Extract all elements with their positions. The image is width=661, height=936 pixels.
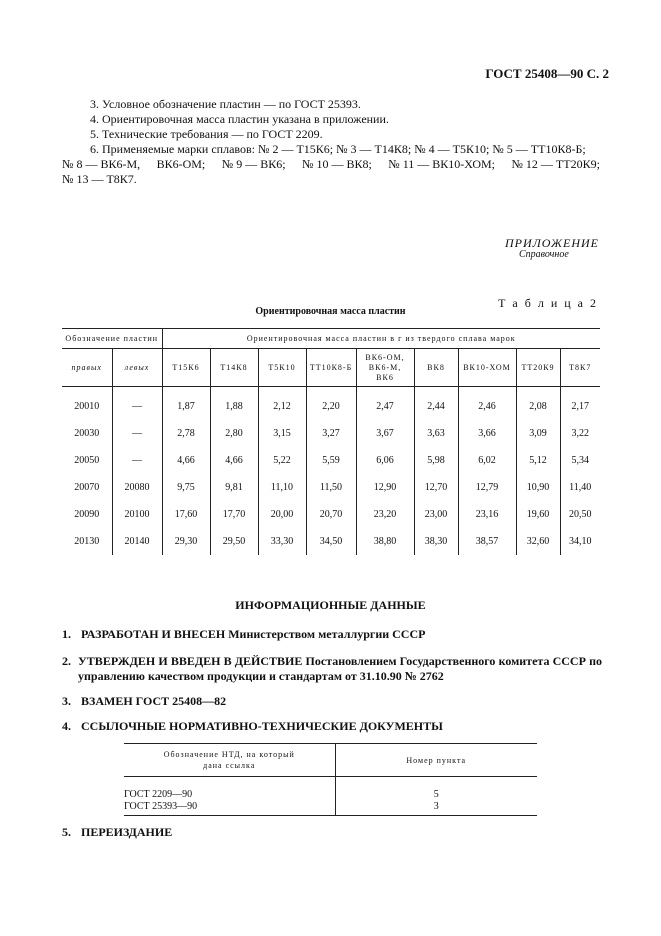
- section-number: 5.: [62, 825, 71, 839]
- table-cell: 1,87: [162, 387, 210, 421]
- table-cell: 6,06: [356, 447, 414, 474]
- mass-table: [62, 328, 600, 555]
- table-cell: 2,47: [356, 387, 414, 421]
- table-cell: 4,66: [162, 447, 210, 474]
- table-label: Т а б л и ц а 2: [498, 296, 598, 310]
- table-cell: 34,10: [560, 528, 600, 555]
- table-cell: 3,67: [356, 420, 414, 447]
- table-row: [62, 420, 600, 447]
- section-text: ВЗАМЕН ГОСТ 25408—82: [81, 694, 227, 708]
- section-text-line-2: управлению качеством продукции и стандартам от 31.10.90 № 2762: [78, 669, 444, 683]
- ntd-doc: ГОСТ 25393—90: [124, 801, 335, 816]
- table-cell: 38,30: [414, 528, 458, 555]
- info-section-2: [62, 654, 602, 684]
- section-number: 4.: [62, 719, 71, 733]
- section-number: 1.: [62, 627, 71, 641]
- table-cell: 3,22: [560, 420, 600, 447]
- section-number: 2.: [62, 654, 71, 668]
- table-cell: 20050: [74, 455, 100, 466]
- table-cell: 20070: [74, 482, 100, 493]
- table-cell: 2,08: [516, 387, 560, 421]
- table-cell: 2,46: [458, 387, 516, 421]
- table-cell: 10,90: [516, 474, 560, 501]
- col-grade: Т8К7: [560, 349, 600, 387]
- table-cell: 33,30: [258, 528, 306, 555]
- table-cell: 20,70: [306, 501, 356, 528]
- table-cell: —: [112, 447, 162, 474]
- table-cell: 11,10: [258, 474, 306, 501]
- table-cell: 17,70: [210, 501, 258, 528]
- table-row: [62, 501, 600, 528]
- col-grade: Т14К8: [210, 349, 258, 387]
- item-6-part: № 8 — ВК6-М,: [62, 157, 141, 171]
- table-cell: 3,63: [414, 420, 458, 447]
- table-cell: 5,34: [560, 447, 600, 474]
- table-cell: 2,44: [414, 387, 458, 421]
- info-section-3: [62, 694, 602, 709]
- item-6-part: ВК6-ОМ;: [156, 157, 206, 171]
- table-cell: 20030: [74, 428, 100, 439]
- table-cell: 11,40: [560, 474, 600, 501]
- col-left: левых: [112, 349, 162, 387]
- table-cell: 2,80: [210, 420, 258, 447]
- appendix-subtitle: Справочное: [519, 249, 569, 260]
- item-6-line-2: [62, 157, 600, 172]
- table-cell: 6,02: [458, 447, 516, 474]
- item-6-part: № 9 — ВК6;: [221, 157, 286, 171]
- table-cell: 20140: [112, 528, 162, 555]
- table-cell: 38,80: [356, 528, 414, 555]
- table-cell: 3,66: [458, 420, 516, 447]
- col-grade: ТТ10К8-Б: [306, 349, 356, 387]
- table-cell: 23,20: [356, 501, 414, 528]
- table-cell: 1,88: [210, 387, 258, 421]
- col-grade: Т5К10: [258, 349, 306, 387]
- col-group-designation: Обозначение пластин: [62, 329, 162, 349]
- table-cell: 5,59: [306, 447, 356, 474]
- col-grade: ТТ20К9: [516, 349, 560, 387]
- table-cell: 3,27: [306, 420, 356, 447]
- table-cell: 4,66: [210, 447, 258, 474]
- table-cell: 34,50: [306, 528, 356, 555]
- table-row: [62, 387, 600, 421]
- section-text: РАЗРАБОТАН И ВНЕСЕН Министерством металлургии СССР: [81, 627, 426, 641]
- col-right: правых: [62, 349, 112, 387]
- table-cell: 20,00: [258, 501, 306, 528]
- table-cell: 5,22: [258, 447, 306, 474]
- table-cell: 17,60: [162, 501, 210, 528]
- table-cell: 12,70: [414, 474, 458, 501]
- info-section-4: [62, 719, 602, 734]
- table-cell: 5,98: [414, 447, 458, 474]
- table-cell: 20010: [74, 401, 100, 412]
- ntd-item: 5: [335, 777, 537, 802]
- table-cell: 5,12: [516, 447, 560, 474]
- table-cell: 2,17: [560, 387, 600, 421]
- table-cell: 23,00: [414, 501, 458, 528]
- col-grade: ВК8: [414, 349, 458, 387]
- table-row: [62, 447, 600, 474]
- item-6: [62, 142, 600, 187]
- table-cell: 9,75: [162, 474, 210, 501]
- table-row: [62, 474, 600, 501]
- table-cell: 20,50: [560, 501, 600, 528]
- table-cell: 29,50: [210, 528, 258, 555]
- section-text-line-1: УТВЕРЖДЕН И ВВЕДЕН В ДЕЙСТВИЕ Постановлением Государственного комитета СССР по: [78, 654, 602, 668]
- table-cell: 11,50: [306, 474, 356, 501]
- item-6-part: № 10 — ВК8;: [302, 157, 372, 171]
- table-cell: 19,60: [516, 501, 560, 528]
- table-cell: 20100: [112, 501, 162, 528]
- ntd-table: [124, 743, 537, 816]
- info-section-5: [62, 825, 602, 840]
- ntd-item: 3: [335, 801, 537, 816]
- col-grade: Т15К6: [162, 349, 210, 387]
- page-header: ГОСТ 25408—90 С. 2: [485, 66, 609, 81]
- col-grade: ВК10-ХОМ: [458, 349, 516, 387]
- ntd-col-item: Номер пункта: [335, 744, 537, 777]
- table-cell: 32,60: [516, 528, 560, 555]
- table-row: [124, 801, 537, 816]
- table-cell: —: [112, 387, 162, 421]
- item-3: 3. Условное обозначение пластин — по ГОСТ 25393.: [90, 97, 361, 111]
- col-group-mass: Ориентировочная масса пластин в г из твердого сплава марок: [162, 329, 600, 349]
- table-cell: 3,15: [258, 420, 306, 447]
- section-number: 3.: [62, 694, 71, 708]
- ntd-col-document: Обозначение НТД, на который дана ссылка: [124, 744, 335, 777]
- table-cell: 20080: [112, 474, 162, 501]
- info-heading: ИНФОРМАЦИОННЫЕ ДАННЫЕ: [235, 598, 426, 612]
- table-cell: 38,57: [458, 528, 516, 555]
- appendix-title: ПРИЛОЖЕНИЕ: [505, 236, 599, 250]
- section-text: ПЕРЕИЗДАНИЕ: [81, 825, 173, 839]
- item-6-part: № 12 — ТТ20К9;: [511, 157, 600, 171]
- item-5: 5. Технические требования — по ГОСТ 2209.: [90, 127, 323, 141]
- table-cell: 29,30: [162, 528, 210, 555]
- info-section-1: [62, 627, 602, 642]
- table-cell: 20130: [74, 536, 100, 547]
- item-6-line-3: № 13 — Т8К7.: [62, 172, 137, 186]
- item-6-part: № 11 — ВК10-ХОМ;: [388, 157, 496, 171]
- item-6-line-1: 6. Применяемые марки сплавов: № 2 — Т15К6; № 3 — Т14К8; № 4 — Т5К10; № 5 — ТТ10К8-Б;: [90, 142, 586, 156]
- table-row: [62, 528, 600, 555]
- table-cell: 12,79: [458, 474, 516, 501]
- table-cell: 20090: [74, 509, 100, 520]
- ntd-doc: ГОСТ 2209—90: [124, 789, 193, 800]
- table-cell: 23,16: [458, 501, 516, 528]
- col-grade: ВК6-ОМ, ВК6-М, ВК6: [356, 349, 414, 387]
- table-cell: 2,78: [162, 420, 210, 447]
- table-cell: 12,90: [356, 474, 414, 501]
- table-cell: 2,12: [258, 387, 306, 421]
- table-cell: 3,09: [516, 420, 560, 447]
- table-cell: 2,20: [306, 387, 356, 421]
- table-cell: 9,81: [210, 474, 258, 501]
- item-4: 4. Ориентировочная масса пластин указана в приложении.: [90, 112, 389, 126]
- table-title: Ориентировочная масса пластин: [255, 306, 406, 317]
- section-text: ССЫЛОЧНЫЕ НОРМАТИВНО-ТЕХНИЧЕСКИЕ ДОКУМЕНТЫ: [81, 719, 443, 733]
- table-row: [124, 777, 537, 802]
- table-cell: —: [112, 420, 162, 447]
